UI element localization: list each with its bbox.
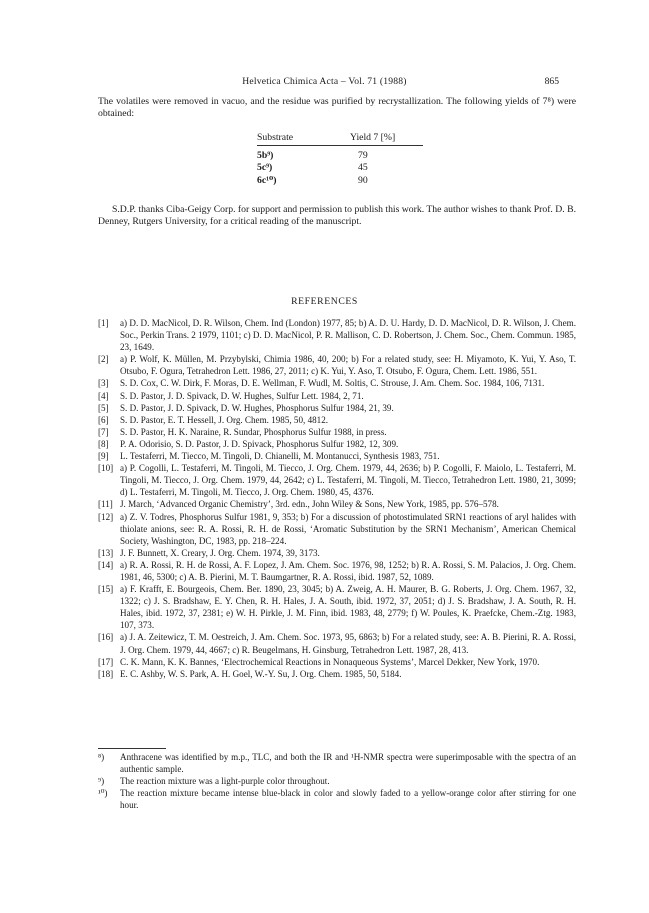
footnote-divider	[98, 748, 166, 749]
reference-text: a) Z. V. Todres, Phosphorus Sulfur 1981, 9, 353; b) For a discussion of photostimulated SRN1 reactions of aryl halides with thiolate anions, see: R. A. Rossi, R. H. de Rossi, ‘Aromatic Substitution by the SRN1 Mechanism’, American Chemical Society, Washington, DC, 1983, pp. 218–224.	[120, 511, 576, 546]
reference-text: S. D. Pastor, J. D. Spivack, D. W. Hughes, Sulfur Lett. 1984, 2, 71.	[120, 390, 364, 401]
substrate-cell: 6c¹⁰)	[257, 174, 277, 186]
reference-item	[98, 402, 576, 414]
header-substrate: Substrate	[257, 132, 350, 146]
reference-item	[98, 631, 576, 655]
reference-text: S. D. Pastor, H. K. Naraine, R. Sundar, Phosphorus Sulfur 1988, in press.	[120, 426, 387, 437]
reference-number: [17]	[98, 656, 114, 667]
reference-text: a) R. A. Rossi, R. H. de Rossi, A. F. Lopez, J. Am. Chem. Soc. 1976, 98, 1252; b) R. A. Rossi, S. M. Palacios, J. Org. Chem. 1981, 46, 5300; c) A. B. Pierini, M. T. Baumgartner, R. A. Rossi, ibid. 1987, 52, 1089.	[120, 559, 576, 582]
reference-item	[98, 426, 576, 438]
journal-title: Helvetica Chimica Acta – Vol. 71 (1988)	[242, 76, 407, 87]
substrate-cell: 5b⁹)	[257, 150, 274, 161]
reference-text: a) F. Krafft, E. Bourgeois, Chem. Ber. 1890, 23, 3045; b) A. Zweig, A. H. Maurer, B. G. Roberts, J. Org. Chem. 1967, 32, 1322; c) J. S. Bradshaw, E. Y. Chen, R. H. Hales, J. A. South, ibid. 1972, 37, 2051; d) J. S. Bradshaw, J. A. South, R. H. Hales, ibid. 1972, 37, 2381; e) W. H. Pirkle, J. M. Finn, ibid. 1983, 48, 2779; f) W. Poules, K. Praefcke, Chem.-Ztg. 1983, 107, 373.	[120, 584, 576, 631]
footnote-item	[98, 751, 576, 775]
yield-cell: 90	[358, 174, 368, 186]
reference-item	[98, 656, 576, 668]
footnote-text: The reaction mixture became intense blue-black in color and slowly faded to a yellow-orange color after stirring for one hour.	[120, 788, 576, 811]
reference-text: a) D. D. MacNicol, D. R. Wilson, Chem. Ind (London) 1977, 85; b) A. D. U. Hardy, D. D. MacNicol, D. R. Wilson, J. Chem. Soc., Perkin Trans. 2 1979, 1101; c) D. D. MacNicol, P. R. Mallison, C. D. Robertson, J. Chem. Soc., Chem. Commun. 1985, 23, 1649.	[120, 318, 576, 353]
reference-item	[98, 559, 576, 583]
reference-number: [18]	[98, 668, 114, 679]
reference-text: a) P. Cogolli, L. Testaferri, M. Tingoli, M. Tiecco, J. Org. Chem. 1979, 44, 2636; b) P. Cogolli, F. Maiolo, L. Testaferri, M. Tingoli, M. Tiecco, J. Org. Chem. 1979, 44, 2642; c) L. Testaferri, M. Tingoli, M. Tiecco, Tetrahedron Lett. 1980, 21, 3099; d) L. Testaferri, M. Tingoli, M. Tiecco, J. Org. Chem. 1980, 45, 4376.	[120, 463, 576, 498]
footnotes	[98, 751, 576, 811]
reference-item	[98, 414, 576, 426]
reference-text: S. D. Pastor, J. D. Spivack, D. W. Hughes, Phosphorus Sulfur 1984, 21, 39.	[120, 402, 394, 413]
reference-text: P. A. Odorisio, S. D. Pastor, J. D. Spivack, Phosphorus Sulfur 1982, 12, 309.	[120, 438, 399, 449]
reference-number: [1]	[98, 318, 109, 328]
yield-table-header	[257, 132, 423, 146]
table-row	[257, 162, 423, 174]
reference-item	[98, 668, 576, 680]
reference-text: a) J. A. Zeitewicz, T. M. Oestreich, J. Am. Chem. Soc. 1973, 95, 6863; b) For a related study, see: A. B. Pierini, R. A. Rossi, J. Org. Chem. 1979, 44, 4667; c) R. Beugelmans, H. Ginsburg, Tetrahedron Lett. 1987, 28, 413.	[120, 632, 576, 655]
reference-text: L. Testaferri, M. Tiecco, M. Tingoli, D. Chianelli, M. Montanucci, Synthesis 1983, 751.	[120, 451, 440, 462]
reference-text: E. C. Ashby, W. S. Park, A. H. Goel, W.-Y. Su, J. Org. Chem. 1985, 50, 5184.	[120, 668, 402, 679]
reference-item	[98, 353, 576, 377]
footnote-text: Anthracene was identified by m.p., TLC, and both the IR and ¹H-NMR spectra were superimposable with the spectra of an authentic sample.	[120, 752, 576, 775]
references-heading: REFERENCES	[291, 296, 358, 307]
reference-item	[98, 377, 576, 389]
footnote-item	[98, 775, 576, 787]
reference-number: [9]	[98, 451, 109, 462]
reference-item	[98, 462, 576, 498]
reference-text: S. D. Pastor, E. T. Hessell, J. Org. Chem. 1985, 50, 4812.	[120, 414, 329, 425]
reference-number: [3]	[98, 378, 109, 389]
substrate-cell: 5c⁹)	[257, 162, 273, 174]
header-yield: Yield 7 [%]	[350, 132, 423, 146]
acknowledgement-paragraph: S.D.P. thanks Ciba-Geigy Corp. for support and permission to publish this work. The author wishes to thank Prof. D. B. Denney, Rutgers University, for a critical reading of the manuscript.	[98, 204, 576, 228]
page-number: 865	[544, 76, 559, 87]
footnote-item	[98, 787, 576, 811]
footnote-mark: ⁸)	[98, 752, 105, 762]
footnote-text: The reaction mixture was a light-purple color throughout.	[120, 776, 330, 787]
reference-text: C. K. Mann, K. K. Bannes, ‘Electrochemical Reactions in Nonaqueous Systems’, Marcel Dekker, New York, 1970.	[120, 656, 540, 667]
reference-text: J. F. Bunnett, X. Creary, J. Org. Chem. 1974, 39, 3173.	[120, 547, 320, 558]
reference-item	[98, 511, 576, 547]
reference-number: [14]	[98, 559, 114, 570]
yield-table	[257, 132, 423, 187]
reference-text: S. D. Cox, C. W. Dirk, F. Moras, D. E. Wellman, F. Wudl, M. Soltis, C. Strouse, J. Am. Chem. Soc. 1984, 106, 7131.	[120, 378, 545, 389]
footnote-mark: ⁹)	[98, 776, 105, 787]
table-row	[257, 146, 423, 163]
reference-number: [12]	[98, 511, 114, 522]
reference-number: [13]	[98, 547, 114, 558]
reference-number: [5]	[98, 402, 109, 413]
yield-cell: 45	[358, 162, 368, 174]
reference-item	[98, 547, 576, 559]
reference-item	[98, 317, 576, 353]
reference-number: [2]	[98, 354, 109, 365]
reference-item	[98, 498, 576, 510]
references-list	[98, 317, 576, 680]
reference-item	[98, 438, 576, 450]
reference-number: [10]	[98, 463, 114, 474]
intro-paragraph: The volatiles were removed in vacuo, and the residue was purified by recrystallization. The following yields of 7⁸) were obtained:	[98, 96, 576, 120]
reference-number: [6]	[98, 414, 109, 425]
reference-item	[98, 583, 576, 631]
reference-number: [4]	[98, 390, 109, 401]
reference-number: [8]	[98, 438, 109, 449]
reference-item	[98, 450, 576, 462]
reference-number: [15]	[98, 584, 114, 595]
yield-cell: 79	[358, 150, 368, 161]
reference-number: [7]	[98, 426, 109, 437]
reference-text: J. March, ‘Advanced Organic Chemistry’, 3rd. edn., John Wiley & Sons, New York, 1985, pp. 576–578.	[120, 499, 499, 510]
reference-item	[98, 390, 576, 402]
reference-text: a) P. Wolf, K. Müllen, M. Przybylski, Chimia 1986, 40, 200; b) For a related study, see: H. Miyamoto, K. Yui, Y. Aso, T. Otsubo, F. Ogura, Tetrahedron Lett. 1986, 27, 2011; c) K. Yui, Y. Aso, T. Otsubo, F. Ogura, Chem. Lett. 1986, 551.	[120, 354, 576, 377]
footnote-mark: ¹⁰)	[98, 788, 108, 799]
reference-number: [16]	[98, 632, 114, 643]
reference-number: [11]	[98, 499, 113, 510]
table-row	[257, 175, 423, 187]
